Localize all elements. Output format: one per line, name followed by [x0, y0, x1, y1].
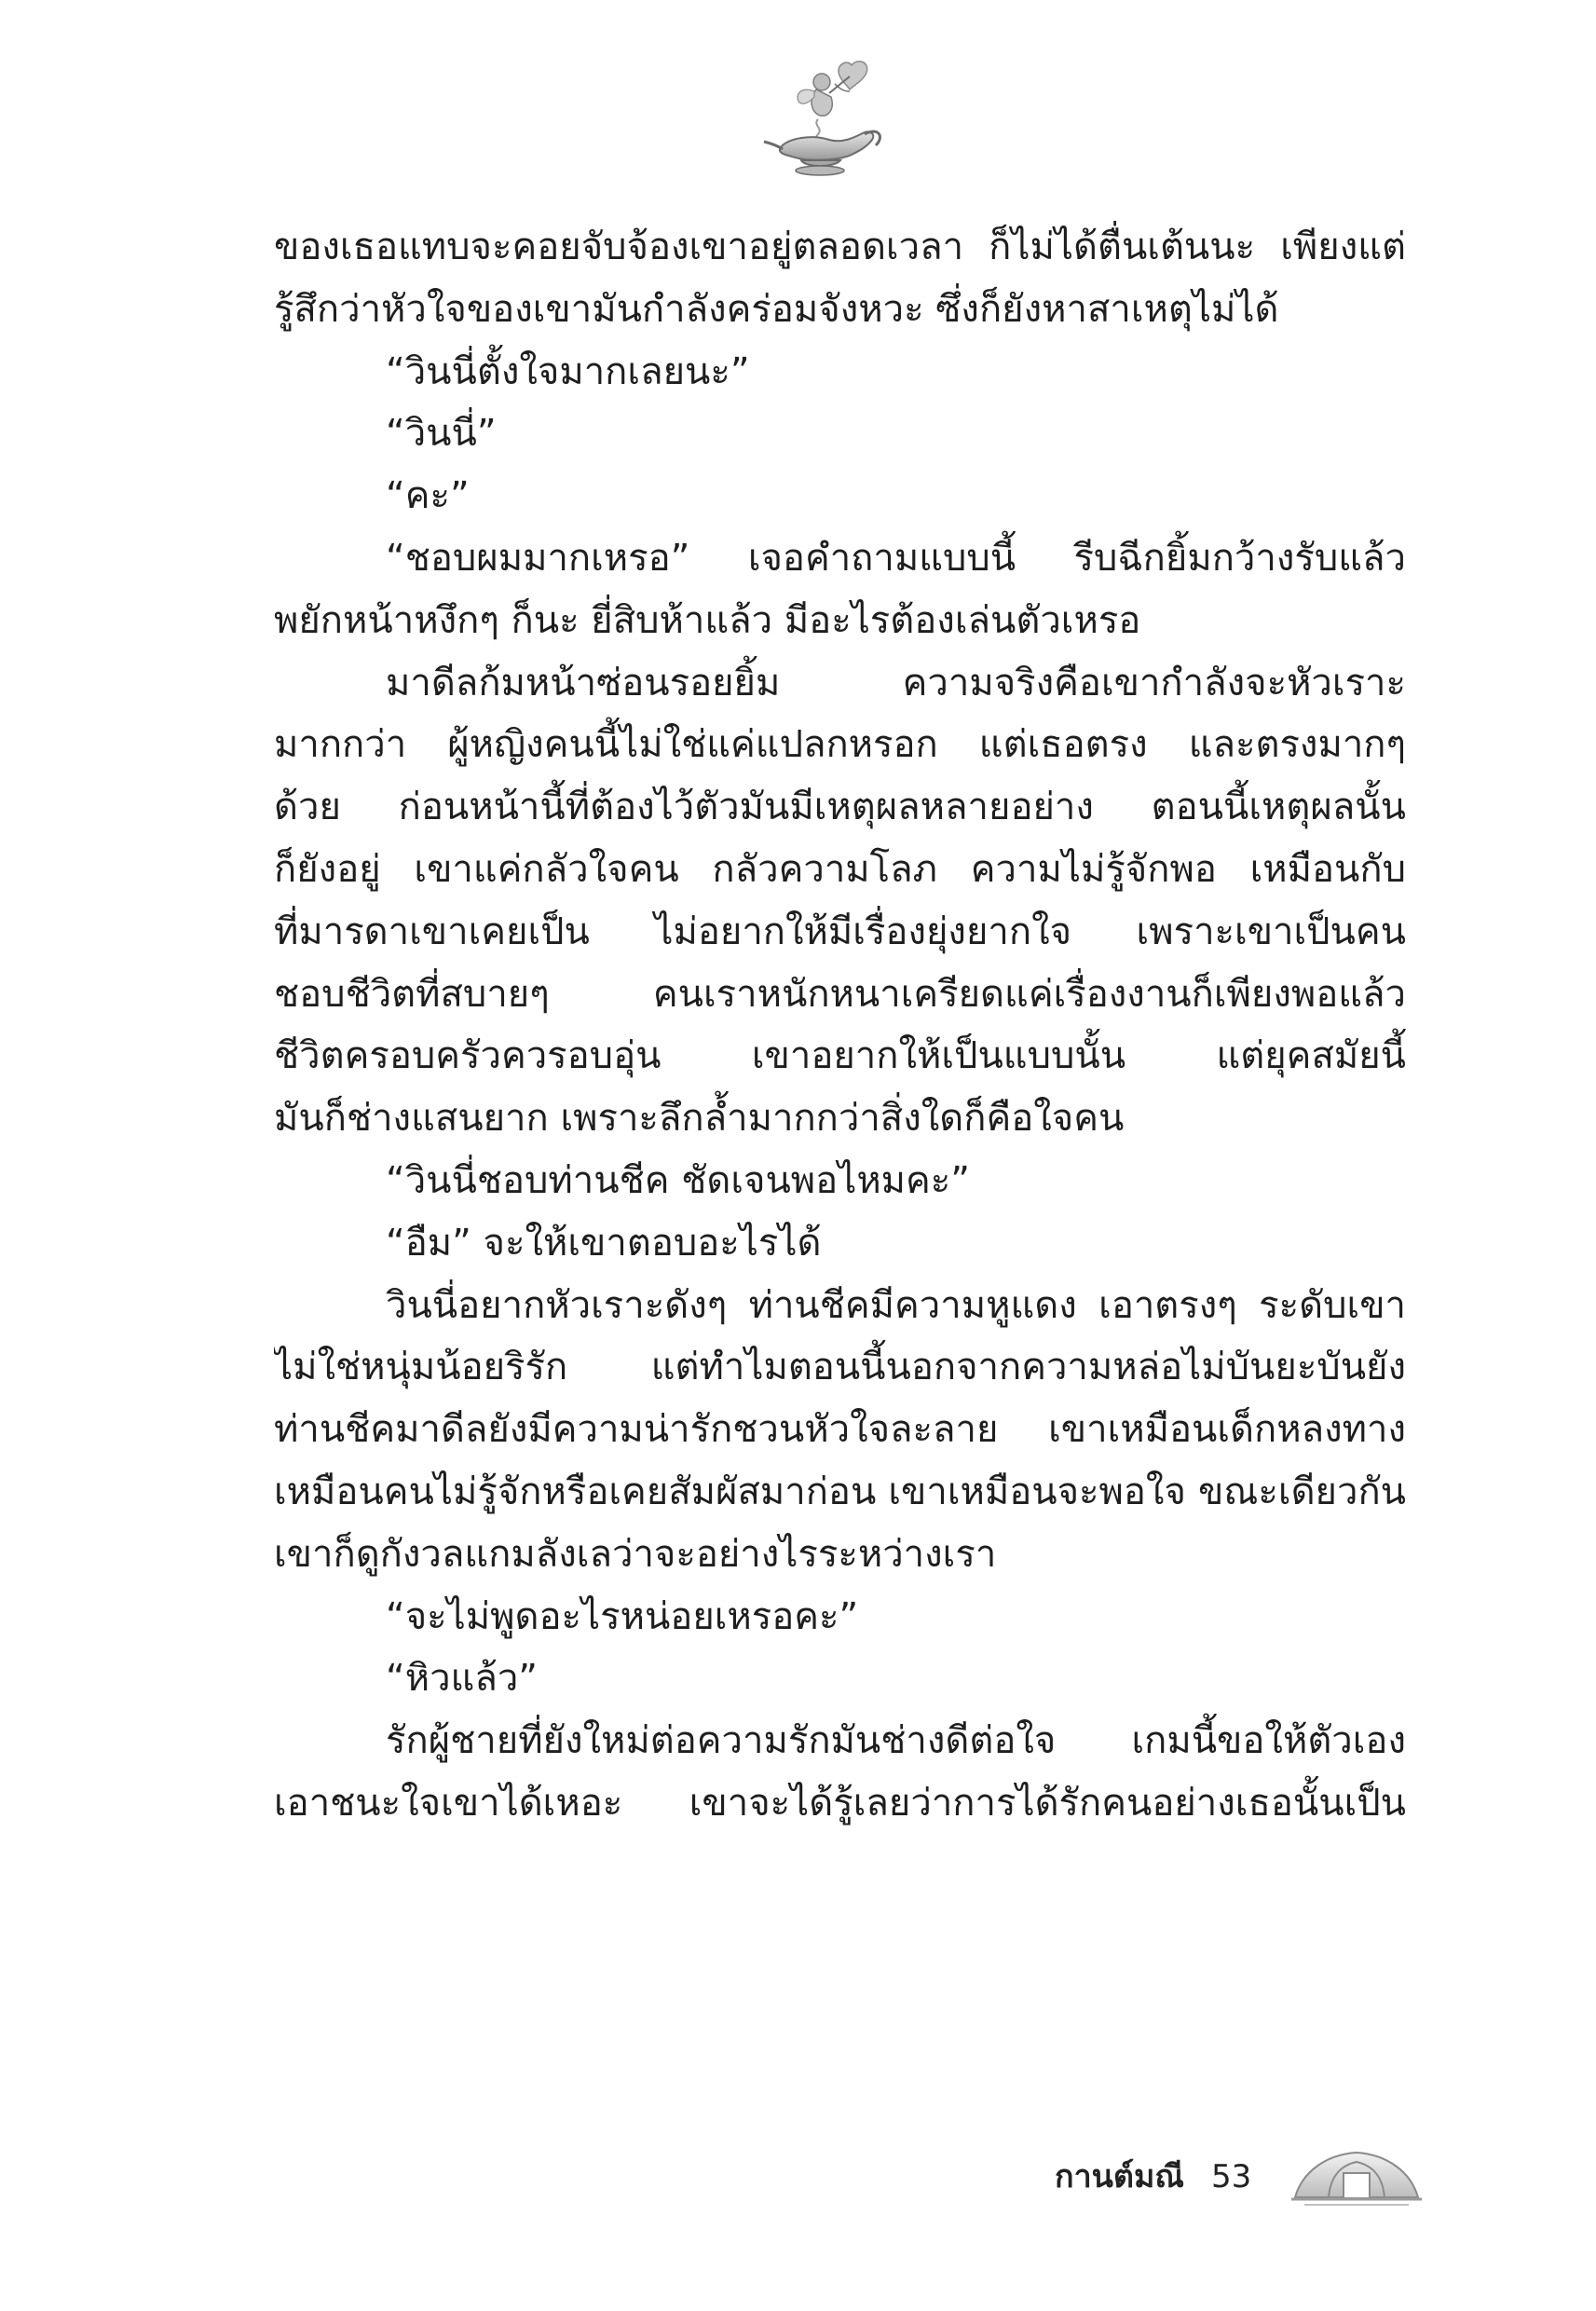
text-line: ด้วย ก่อนหน้านี้ที่ต้องไว้ตัวมันมีเหตุผลหลายอย่าง ตอนนี้เหตุผลนั้น — [274, 786, 1406, 829]
cupid-lamp-ornament-icon — [760, 58, 891, 179]
dialogue-line: “คะ” — [386, 474, 470, 518]
text-line: พยักหน้าหงึกๆ ก็นะ ยี่สิบห้าแล้ว มีอะไรต้องเล่นตัวเหรอ — [274, 598, 1141, 642]
page-footer — [1006, 2136, 1435, 2220]
text-line: เอาชนะใจเขาได้เหอะ เขาจะได้รู้เลยว่าการได้รักคนอย่างเธอนั้นเป็น — [274, 1781, 1406, 1825]
text-line: ชอบชีวิตที่สบายๆ คนเราหนักหนาเครียดแค่เรื่องงานก็เพียงพอแล้ว — [274, 972, 1406, 1016]
text-line: วินนี่อยากหัวเราะดังๆ ท่านชีคมีความหูแดง เอาตรงๆ ระดับเขา — [386, 1283, 1406, 1327]
book-title: กานต์มณี — [1055, 2158, 1184, 2195]
text-line: เหมือนคนไม่รู้จักหรือเคยสัมผัสมาก่อน เขาเหมือนจะพอใจ ขณะเดียวกัน — [274, 1470, 1406, 1513]
dialogue-line: “วินนี่ชอบท่านชีค ชัดเจนพอไหมคะ” — [386, 1158, 971, 1202]
text-line: ชีวิตครอบครัวควรอบอุ่น เขาอยากให้เป็นแบบนั้น แต่ยุคสมัยนี้ — [274, 1034, 1406, 1078]
dialogue-line: “วินนี่” — [386, 412, 497, 456]
text-line: ของเธอแทบจะคอยจับจ้องเขาอยู่ตลอดเวลา ก็ไม่ได้ตื่นเต้นนะ เพียงแต่ — [274, 226, 1406, 268]
dialogue-line: “จะไม่พูดอะไรหน่อยเหรอคะ” — [386, 1594, 859, 1638]
text-line: “ชอบผมมากเหรอ” เจอคำถามแบบนี้ รีบฉีกยิ้มกว้างรับแล้ว — [386, 536, 1406, 580]
text-line: เขาก็ดูกังวลแกมลังเลว่าจะอย่างไรระหว่างเรา — [274, 1532, 997, 1576]
text-line: ก็ยังอยู่ เขาแค่กลัวใจคน กลัวความโลภ ความไม่รู้จักพอ เหมือนกับ — [274, 847, 1406, 891]
dialogue-line: “อืม” จะให้เขาตอบอะไรได้ — [386, 1221, 822, 1265]
dialogue-line: “วินนี่ตั้งใจมากเลยนะ” — [386, 349, 750, 393]
text-line: มันก็ช่างแสนยาก เพราะลึกล้ำมากกว่าสิ่งใดก็คือใจคน — [274, 1097, 1125, 1141]
text-line: ไม่ใช่หนุ่มน้อยริรัก แต่ทำไมตอนนี้นอกจากความหล่อไม่บันยะบันยัง — [274, 1346, 1406, 1389]
text-line: รักผู้ชายที่ยังใหม่ต่อความรักมันช่างดีต่อใจ เกมนี้ขอให้ตัวเอง — [386, 1719, 1406, 1763]
text-line: ท่านชีคมาดีลยังมีความน่ารักชวนหัวใจละลาย เขาเหมือนเด็กหลงทาง — [274, 1408, 1406, 1452]
text-line: มาดีลก้มหน้าซ่อนรอยยิ้ม ความจริงคือเขากำลังจะหัวเราะ — [386, 661, 1406, 704]
text-line: ที่มารดาเขาเคยเป็น ไม่อยากให้มีเรื่องยุ่งยากใจ เพราะเขาเป็นคน — [274, 909, 1406, 953]
page-number: 53 — [1211, 2158, 1252, 2195]
text-line: รู้สึกว่าหัวใจของเขามันกำลังคร่อมจังหวะ ซึ่งก็ยังหาสาเหตุไม่ได้ — [274, 287, 1279, 331]
body-text — [274, 216, 1406, 1835]
lamp-footer-icon — [1286, 2143, 1425, 2208]
text-line: มากกว่า ผู้หญิงคนนี้ไม่ใช่แค่แปลกหรอก แต่เธอตรง และตรงมากๆ — [274, 723, 1406, 767]
dialogue-line: “หิวแล้ว” — [386, 1657, 539, 1701]
